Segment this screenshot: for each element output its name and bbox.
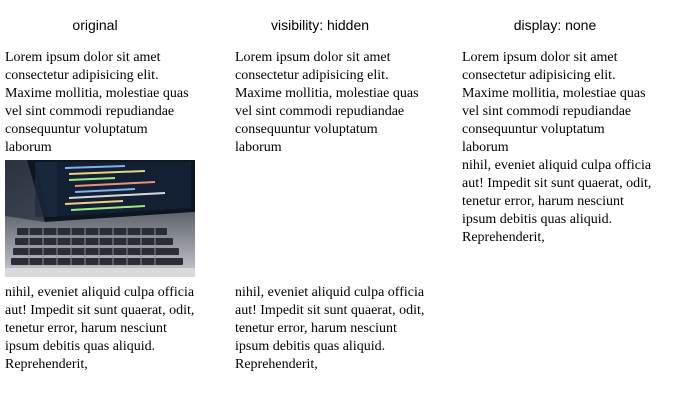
paragraph-before-image: Lorem ipsum dolor sit amet consectetur adipisicing elit. Maxime mollitia, molestiae quas vel sint commodi repudiandae consequuntur voluptatum laborum xyxy=(5,50,189,155)
laptop-photo-icon xyxy=(5,160,195,277)
paragraph-after-image: nihil, eveniet aliquid culpa officia aut! Impedit sit sunt quaerat, odit, tenetur error, harum nesciunt ipsum debitis quas aliquid. Reprehenderit, xyxy=(462,158,652,245)
heading-visibility-hidden: visibility: hidden xyxy=(270,17,370,33)
heading-original: original xyxy=(72,17,118,33)
heading-display-none: display: none xyxy=(513,17,597,33)
column-display-none xyxy=(462,49,654,247)
paragraph-after-image: nihil, eveniet aliquid culpa officia aut! Impedit sit sunt quaerat, odit, tenetur error, harum nesciunt ipsum debitis quas aliquid. Reprehenderit, xyxy=(235,285,425,372)
column-visibility-hidden xyxy=(235,49,427,374)
paragraph-before-image: Lorem ipsum dolor sit amet consectetur adipisicing elit. Maxime mollitia, molestiae quas vel sint commodi repudiandae consequuntur voluptatum laborum xyxy=(235,50,419,155)
paragraph-after-image: nihil, eveniet aliquid culpa officia aut! Impedit sit sunt quaerat, odit, tenetur error, harum nesciunt ipsum debitis quas aliquid. Reprehenderit, xyxy=(5,285,195,372)
paragraph-before-image: Lorem ipsum dolor sit amet consectetur adipisicing elit. Maxime mollitia, molestiae quas vel sint commodi repudiandae consequuntur voluptatum laborum xyxy=(462,50,646,155)
column-original xyxy=(5,49,197,374)
